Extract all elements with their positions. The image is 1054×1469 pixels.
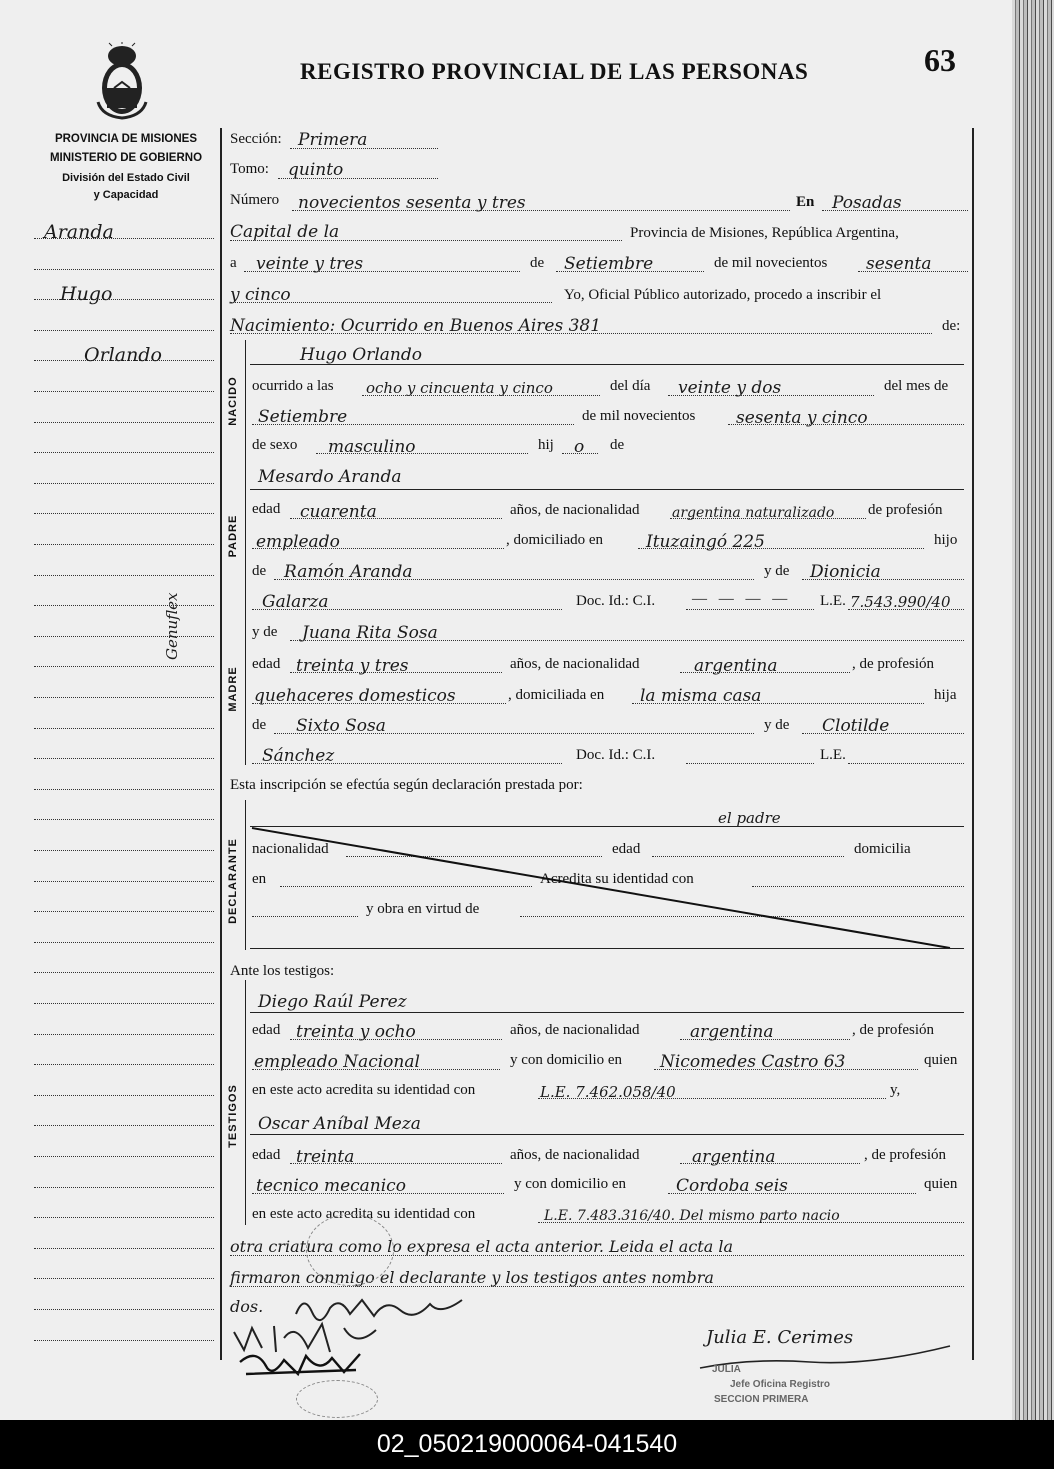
del-mes-label: del mes de bbox=[884, 378, 949, 394]
margin-first-name: Hugo bbox=[60, 283, 113, 305]
margin-line bbox=[34, 1064, 214, 1065]
t1-dom-label: y con domicilio en bbox=[510, 1052, 623, 1068]
margin-line bbox=[34, 881, 214, 882]
madre-domicilio: la misma casa bbox=[640, 686, 762, 706]
margin-second-name: Orlando bbox=[84, 344, 162, 366]
margin-line bbox=[34, 1156, 214, 1157]
madre-y-de2-label: y de bbox=[764, 717, 790, 733]
madre-edad: treinta y tres bbox=[296, 656, 409, 676]
section-madre: MADRE bbox=[227, 666, 239, 712]
margin-vertical-note: Genuflex bbox=[163, 592, 181, 660]
t2-nacionalidad: argentina bbox=[692, 1147, 776, 1167]
margin-line bbox=[34, 575, 214, 576]
margin-line bbox=[34, 1309, 214, 1310]
official-stamp-round bbox=[306, 1214, 394, 1286]
org-ministry: MINISTERIO DE GOBIERNO bbox=[49, 152, 203, 164]
t1-nacionalidad: argentina bbox=[690, 1022, 774, 1042]
margin-line bbox=[34, 330, 214, 331]
t2-nac-label: años, de nacionalidad bbox=[510, 1147, 640, 1163]
padre-edad: cuarenta bbox=[300, 502, 377, 522]
margin-line bbox=[34, 422, 214, 423]
nacido-name: Hugo Orlando bbox=[300, 345, 422, 365]
line bbox=[290, 640, 964, 641]
t1-y: y, bbox=[890, 1082, 901, 1098]
seccion-value: Primera bbox=[298, 130, 368, 150]
coat-of-arms-icon bbox=[92, 42, 152, 120]
line bbox=[250, 489, 964, 490]
line bbox=[728, 424, 964, 425]
madre-y-de-label: y de bbox=[252, 624, 278, 640]
a-label: a bbox=[230, 255, 237, 271]
line bbox=[244, 271, 520, 272]
t1-prof-label: , de profesión bbox=[852, 1022, 935, 1038]
org-division: División del Estado Civil bbox=[62, 172, 190, 184]
padre-le-label: L.E. bbox=[820, 593, 846, 609]
t2-dom-label: y con domicilio en bbox=[514, 1176, 627, 1192]
testigo2-name: Oscar Aníbal Meza bbox=[258, 1114, 421, 1134]
line bbox=[654, 1069, 918, 1070]
line bbox=[848, 609, 964, 610]
acto-value: Nacimiento: Ocurrido en Buenos Aires 381 bbox=[230, 316, 602, 336]
padre-nac-label: años, de nacionalidad bbox=[510, 502, 640, 518]
del-dia-label: del día bbox=[610, 378, 651, 394]
mes-value: Setiembre bbox=[258, 407, 348, 427]
line bbox=[250, 948, 964, 949]
margin-line bbox=[34, 1217, 214, 1218]
numero-value: novecientos sesenta y tres bbox=[298, 193, 526, 213]
margin-surname: Aranda bbox=[44, 221, 114, 243]
margin-line bbox=[34, 1003, 214, 1004]
margin-line bbox=[34, 1095, 214, 1096]
closing-note-1: otra criatura como lo expresa el acta anterior. Leida el acta la bbox=[230, 1237, 734, 1256]
padre-doc-label: Doc. Id.: C.I. bbox=[576, 593, 656, 609]
line bbox=[278, 178, 438, 179]
margin-line bbox=[34, 972, 214, 973]
hij-suffix: o bbox=[574, 437, 585, 457]
signature-oficial: Julia E. Cerimes bbox=[706, 1327, 854, 1348]
line bbox=[252, 1069, 500, 1070]
padre-le: 7.543.990/40 bbox=[850, 593, 951, 611]
t1-domicilio: Nicomedes Castro 63 bbox=[660, 1052, 846, 1072]
folio-number: 63 bbox=[924, 42, 956, 78]
line bbox=[362, 395, 600, 396]
t2-domicilio: Cordoba seis bbox=[676, 1176, 788, 1196]
decl-domicilia-label: domicilia bbox=[854, 841, 911, 857]
line bbox=[274, 733, 754, 734]
margin-line bbox=[34, 1340, 214, 1341]
line bbox=[250, 1012, 964, 1013]
margin-line bbox=[34, 850, 214, 851]
margin-line bbox=[34, 1187, 214, 1188]
month-value: Setiembre bbox=[564, 254, 654, 274]
padre-padre-de: Ramón Aranda bbox=[284, 562, 413, 582]
margin-line bbox=[34, 452, 214, 453]
day-value: veinte y tres bbox=[256, 254, 364, 274]
margin-line bbox=[34, 605, 214, 606]
line bbox=[252, 763, 562, 764]
decl-nac-label: nacionalidad bbox=[252, 841, 329, 857]
decl-obra-label: y obra en virtud de bbox=[366, 901, 480, 917]
padre-dom-label: , domiciliado en bbox=[506, 532, 604, 548]
line bbox=[562, 453, 598, 454]
hora-value: ocho y cincuenta y cinco bbox=[366, 379, 553, 397]
section-nacido: NACIDO bbox=[227, 376, 239, 426]
margin-line bbox=[34, 636, 214, 637]
madre-padre-de: Sixto Sosa bbox=[296, 716, 386, 736]
margin-line bbox=[34, 1278, 214, 1279]
line bbox=[686, 609, 814, 610]
margin-line bbox=[34, 544, 214, 545]
madre-madre-de: Clotilde bbox=[822, 716, 890, 736]
line bbox=[252, 424, 574, 425]
section-padre: PADRE bbox=[227, 514, 239, 558]
padre-prof-label: de profesión bbox=[868, 502, 943, 518]
line bbox=[252, 548, 504, 549]
line bbox=[802, 579, 964, 580]
t1-quien: quien bbox=[924, 1052, 958, 1068]
madre-nacionalidad: argentina bbox=[694, 656, 778, 676]
line bbox=[292, 210, 790, 211]
line bbox=[274, 579, 754, 580]
margin-line bbox=[34, 728, 214, 729]
madre-profesion: quehaceres domesticos bbox=[254, 686, 456, 706]
margin-line bbox=[34, 758, 214, 759]
padre-madre-de-cont: Galarza bbox=[262, 592, 329, 612]
hij-label: hij bbox=[538, 437, 554, 453]
line bbox=[230, 302, 552, 303]
line bbox=[802, 733, 964, 734]
province-text: Provincia de Misiones, República Argentina, bbox=[630, 225, 899, 241]
line bbox=[632, 703, 924, 704]
line bbox=[822, 210, 968, 211]
document-title: REGISTRO PROVINCIAL DE LAS PERSONAS bbox=[300, 59, 809, 84]
declaracion-text: Esta inscripción se efectúa según declaración prestada por: bbox=[230, 777, 583, 793]
stamp-line-1: JULIA bbox=[712, 1364, 741, 1375]
line bbox=[538, 1222, 964, 1223]
t2-doc: L.E. 7.483.316/40. Del mismo parto nacio bbox=[544, 1208, 840, 1224]
stamp-line-2: Jefe Oficina Registro bbox=[730, 1379, 831, 1390]
de-label: de bbox=[530, 255, 545, 271]
ocurrido-label: ocurrido a las bbox=[252, 378, 334, 394]
madre-name: Juana Rita Sosa bbox=[302, 623, 438, 643]
decl-edad-label: edad bbox=[612, 841, 641, 857]
year-prefix: de mil novecientos bbox=[714, 255, 828, 271]
line bbox=[252, 1193, 504, 1194]
line bbox=[668, 1193, 916, 1194]
line bbox=[290, 1163, 502, 1164]
line bbox=[250, 364, 964, 365]
line bbox=[638, 548, 924, 549]
margin-line bbox=[34, 1125, 214, 1126]
testigos-intro: Ante los testigos: bbox=[230, 963, 335, 979]
margin-line bbox=[34, 942, 214, 943]
madre-nac-label: años, de nacionalidad bbox=[510, 656, 640, 672]
numero-label: Número bbox=[230, 192, 280, 208]
padre-hijo-label: hijo bbox=[934, 532, 958, 548]
closing-note-2: firmaron conmigo el declarante y los testigos antes nombra bbox=[230, 1268, 714, 1287]
declarante-strike-line bbox=[250, 826, 964, 950]
madre-dom-label: , domiciliada en bbox=[508, 687, 605, 703]
line bbox=[252, 703, 506, 704]
margin-line bbox=[34, 697, 214, 698]
margin-line bbox=[34, 513, 214, 514]
t2-profesion: tecnico mecanico bbox=[256, 1176, 406, 1196]
oficial-text: Yo, Oficial Público autorizado, procedo a inscribir el bbox=[564, 287, 882, 303]
tomo-value: quinto bbox=[288, 160, 344, 180]
year-value: sesenta bbox=[866, 254, 932, 274]
madre-le-label: L.E. bbox=[820, 747, 846, 763]
line bbox=[290, 672, 502, 673]
padre-edad-label: edad bbox=[252, 501, 281, 517]
t2-prof-label: , de profesión bbox=[864, 1147, 947, 1163]
section-testigos: TESTIGOS bbox=[227, 1084, 239, 1148]
t1-acredita-label: en este acto acredita su identidad con bbox=[252, 1082, 476, 1098]
seccion-label: Sección: bbox=[230, 131, 282, 147]
margin-line bbox=[34, 269, 214, 270]
image-identifier: 02_050219000064-041540 bbox=[0, 1420, 1054, 1469]
tomo-label: Tomo: bbox=[230, 161, 269, 177]
madre-madre-de-cont: Sánchez bbox=[262, 746, 335, 766]
main-border-right bbox=[972, 128, 974, 1360]
t1-edad-label: edad bbox=[252, 1022, 281, 1038]
line bbox=[316, 453, 528, 454]
madre-hija-label: hija bbox=[934, 687, 957, 703]
margin-line bbox=[34, 911, 214, 912]
line bbox=[556, 271, 704, 272]
padre-y-de-label: y de bbox=[764, 563, 790, 579]
t2-quien: quien bbox=[924, 1176, 958, 1192]
declarante-por: el padre bbox=[718, 809, 781, 827]
nacido-de-label: de bbox=[610, 437, 625, 453]
line bbox=[230, 333, 932, 334]
margin-line bbox=[34, 1248, 214, 1249]
signature-testigo-2 bbox=[236, 1344, 376, 1384]
t2-acredita-label: en este acto acredita su identidad con bbox=[252, 1206, 476, 1222]
testigo1-name: Diego Raúl Perez bbox=[258, 992, 407, 1012]
anio-value: sesenta y cinco bbox=[736, 408, 868, 428]
madre-doc-label: Doc. Id.: C.I. bbox=[576, 747, 656, 763]
section-divider-3 bbox=[245, 980, 246, 1225]
margin-line bbox=[34, 819, 214, 820]
padre-ci: — — — — bbox=[692, 591, 792, 607]
section-divider bbox=[245, 340, 246, 765]
padre-de-label: de bbox=[252, 563, 267, 579]
t1-nac-label: años, de nacionalidad bbox=[510, 1022, 640, 1038]
line bbox=[230, 1286, 964, 1287]
margin-line bbox=[34, 483, 214, 484]
line bbox=[290, 518, 502, 519]
madre-de-label: de bbox=[252, 717, 267, 733]
main-border-left bbox=[220, 128, 222, 1360]
line bbox=[686, 763, 814, 764]
official-stamp-round-2 bbox=[296, 1380, 378, 1418]
madre-edad-label: edad bbox=[252, 656, 281, 672]
decl-acredita-label: Acredita su identidad con bbox=[540, 871, 694, 887]
line bbox=[670, 518, 866, 519]
line bbox=[538, 1098, 886, 1099]
padre-domicilio: Ituzaingó 225 bbox=[646, 532, 765, 552]
section-declarante: DECLARANTE bbox=[227, 838, 239, 924]
line bbox=[230, 240, 622, 241]
closing-note-3: dos. bbox=[230, 1297, 264, 1316]
en-label: En bbox=[796, 194, 815, 210]
t1-profesion: empleado Nacional bbox=[254, 1052, 420, 1072]
en-value: Posadas bbox=[832, 193, 902, 213]
margin-line bbox=[34, 1034, 214, 1035]
padre-profesion: empleado bbox=[256, 532, 340, 552]
t2-edad-label: edad bbox=[252, 1147, 281, 1163]
line bbox=[290, 1039, 502, 1040]
org-capacity: y Capacidad bbox=[93, 189, 159, 201]
line bbox=[848, 763, 964, 764]
place-line: Capital de la bbox=[230, 222, 340, 242]
sexo-label: de sexo bbox=[252, 437, 298, 453]
line bbox=[252, 609, 562, 610]
year-cont: y cinco bbox=[230, 285, 291, 305]
margin-line bbox=[34, 666, 214, 667]
t1-doc: L.E. 7.462.058/40 bbox=[540, 1083, 676, 1101]
section-divider-2 bbox=[245, 800, 246, 950]
margin-line bbox=[34, 789, 214, 790]
line bbox=[680, 1163, 860, 1164]
line bbox=[250, 1134, 964, 1135]
line bbox=[290, 148, 438, 149]
stamp-line-3: SECCION PRIMERA bbox=[714, 1394, 809, 1405]
line bbox=[858, 271, 968, 272]
madre-prof-label: , de profesión bbox=[852, 656, 935, 672]
padre-nacionalidad: argentina naturalizado bbox=[672, 505, 835, 521]
book-page-edges bbox=[1012, 0, 1054, 1420]
padre-madre-de: Dionicia bbox=[810, 562, 881, 582]
line bbox=[680, 1039, 850, 1040]
org-province: PROVINCIA DE MISIONES bbox=[54, 133, 198, 145]
sexo-value: masculino bbox=[328, 437, 416, 457]
line bbox=[680, 672, 850, 673]
line bbox=[668, 395, 874, 396]
t1-edad: treinta y ocho bbox=[296, 1022, 416, 1042]
decl-en-label: en bbox=[252, 871, 267, 887]
margin-line bbox=[34, 391, 214, 392]
dia-value: veinte y dos bbox=[678, 378, 782, 398]
de-colon: de: bbox=[942, 318, 961, 334]
padre-name: Mesardo Aranda bbox=[258, 467, 402, 487]
t2-edad: treinta bbox=[296, 1147, 355, 1167]
mil-label: de mil novecientos bbox=[582, 408, 696, 424]
